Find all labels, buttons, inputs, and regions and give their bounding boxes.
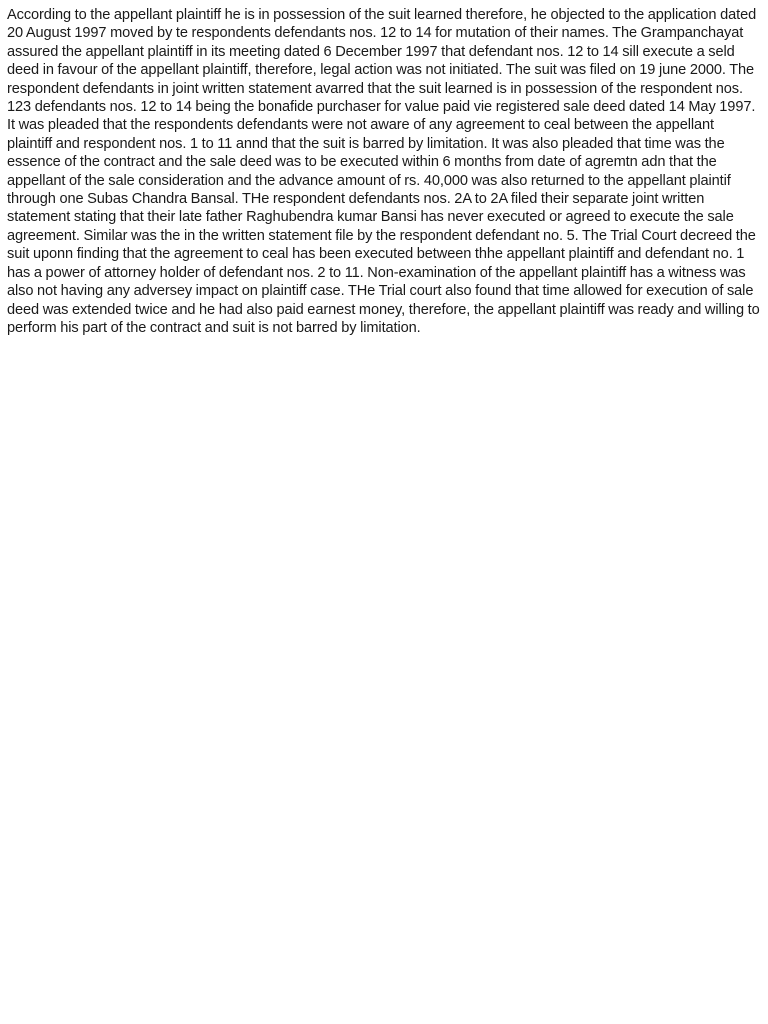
body-paragraph: According to the appellant plaintiff he is in possession of the suit learned therefore, he objected to the application dated 20 August 1997 moved by te respondents defendants nos. 12 to 14 for mutation of their names. The Grampanchayat assured the appellant plaintiff in its meeting dated 6 December 1997 that defendant nos. 12 to 14 sill execute a seld deed in favour of the appellant plaintiff, therefore, legal action was not initiated. The suit was filed on 19 june 2000. The respondent defendants in joint written statement avarred that the suit learned is in possession of the respondent nos. 123 defendants nos. 12 to 14 being the bonafide purchaser for value paid vie registered sale deed dated 14 May 1997. It was pleaded that the respondents defendants were not aware of any agreement to ceal between the appellant plaintiff and respondent nos. 1 to 11 annd that the suit is barred by limitation. It was also pleaded that time was the essence of the contract and the sale deed was to be executed within 6 months from date of agremtn adn that the appellant of the sale consideration and the advance amount of rs. 40,000 was also returned to the appellant plaintif through one Subas Chandra Bansal. THe respondent defendants nos. 2A to 2A filed their separate joint written statement stating that their late father Raghubendra kumar Bansi has never executed or agreed to execute the sale agreement. Similar was the in the written statement file by the respondent defendant no. 5. The Trial Court decreed the suit uponn finding that the agreement to ceal has been executed between thhe appellant plaintiff and defendant no. 1 has a power of attorney holder of defendant nos. 2 to 11. Non-examination of the appellant plaintiff has a witness was also not having any adversey impact on plaintiff case. THe Trial court also found that time allowed for execution of sale deed was extended twice and he had also paid earnest money, therefore, the appellant plaintiff was ready and willing to perform his part of the contract and suit is not barred by limitation. — [7, 7, 760, 336]
